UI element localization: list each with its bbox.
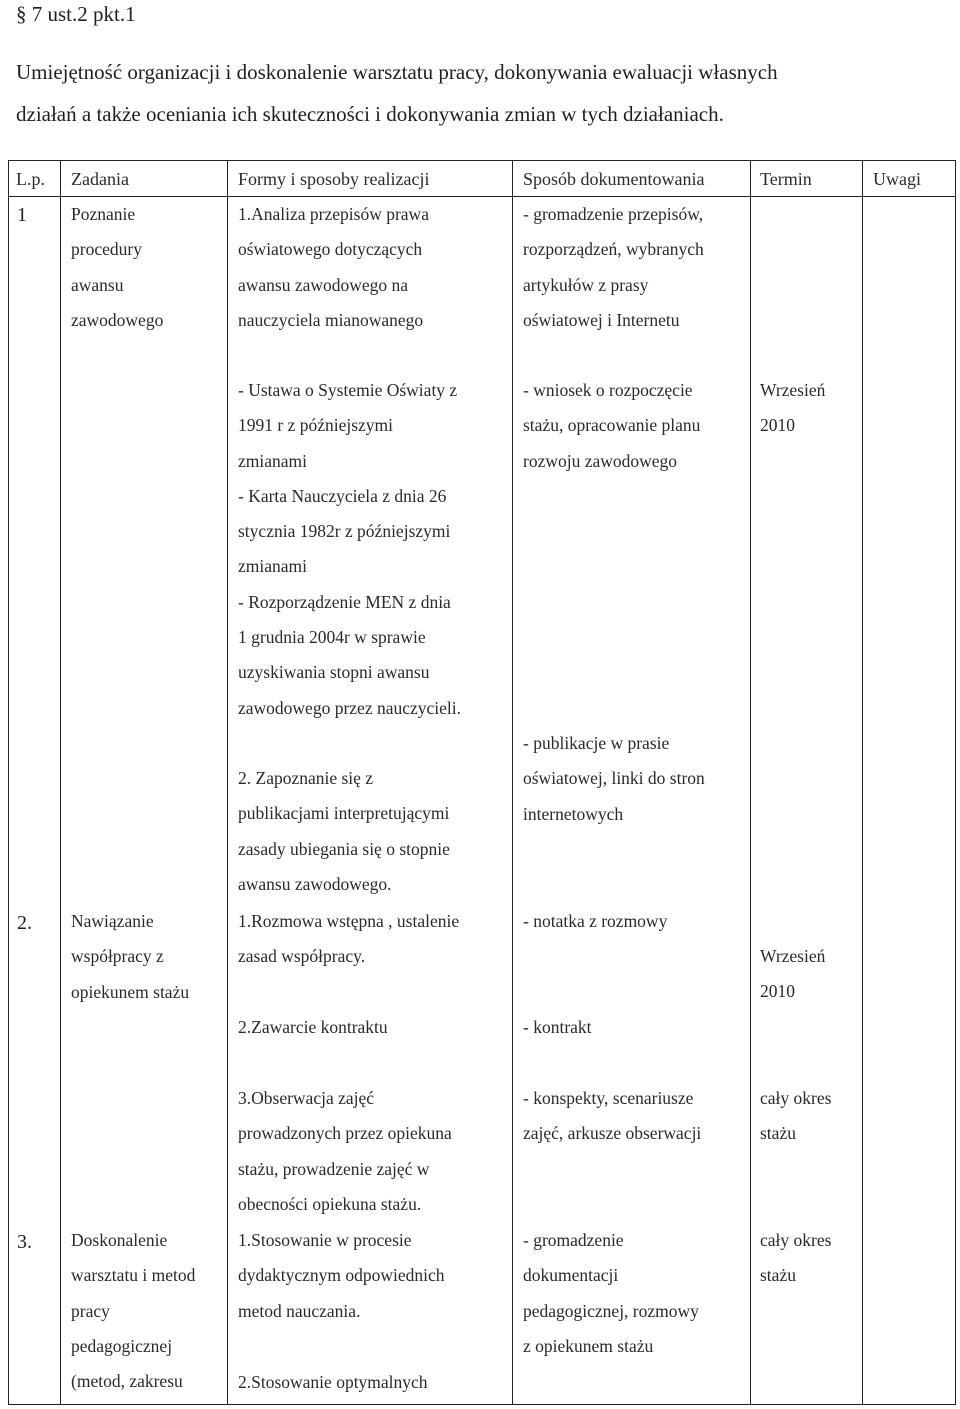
row1-number: 1 xyxy=(17,204,27,226)
row1-forms-c: 2. Zapoznanie się z publikacjami interpretującymi zasady ubiegania się o stopnie awansu zawodowego. xyxy=(238,768,450,894)
row2-term-a: Wrzesień 2010 xyxy=(760,946,826,1002)
row2-forms-a: 1.Rozmowa wstępna , ustalenie zasad współpracy. xyxy=(238,911,460,967)
row1-forms-a: 1.Analiza przepisów prawa oświatowego dotyczących awansu zawodowego na nauczyciela mianowanego xyxy=(238,204,429,330)
row3-forms-b: 2.Stosowanie optymalnych xyxy=(238,1372,428,1392)
header-forms: Formy i sposoby realizacji xyxy=(238,169,430,189)
row2-forms-b: 2.Zawarcie kontraktu xyxy=(238,1017,388,1037)
col-border-5 xyxy=(862,160,863,1405)
row2-forms-c: 3.Obserwacja zajęć prowadzonych przez opiekuna stażu, prowadzenie zajęć w obecności opiekuna stażu. xyxy=(238,1088,452,1214)
header-docs: Sposób dokumentowania xyxy=(523,169,705,189)
row3-number: 3. xyxy=(17,1231,32,1253)
col-border-0 xyxy=(8,160,9,1405)
row2-term-c: cały okres stażu xyxy=(760,1088,832,1144)
row3-task: Doskonalenie warsztatu i metod pracy pedagogicznej (metod, zakresu xyxy=(71,1230,196,1392)
section-reference: § 7 ust.2 pkt.1 xyxy=(16,2,136,26)
row1-docs-b: - wniosek o rozpoczęcie stażu, opracowanie planu rozwoju zawodowego xyxy=(523,380,701,471)
table-top-border xyxy=(8,160,956,161)
row2-docs-a: - notatka z rozmowy xyxy=(523,911,668,931)
header-notes: Uwagi xyxy=(873,169,921,189)
header-term: Termin xyxy=(760,169,812,189)
intro-line-1: Umiejętność organizacji i doskonalenie warsztatu pracy, dokonywania ewaluacji własnych xyxy=(16,60,778,84)
row2-task: Nawiązanie współpracy z opiekunem stażu xyxy=(71,911,190,1002)
row3-docs-a: - gromadzenie dokumentacji pedagogicznej, rozmowy z opiekunem stażu xyxy=(523,1230,699,1356)
row1-docs-c: - publikacje w prasie oświatowej, linki do stron internetowych xyxy=(523,733,705,824)
col-border-1 xyxy=(60,160,61,1405)
row2-docs-b: - kontrakt xyxy=(523,1017,592,1037)
col-border-4 xyxy=(750,160,751,1405)
col-border-2 xyxy=(227,160,228,1405)
row1-term-b: Wrzesień 2010 xyxy=(760,380,826,436)
row2-number: 2. xyxy=(17,912,32,934)
row3-forms-a: 1.Stosowanie w procesie dydaktycznym odpowiednich metod nauczania. xyxy=(238,1230,445,1321)
col-border-3 xyxy=(512,160,513,1405)
header-tasks: Zadania xyxy=(71,169,129,189)
intro-line-2: działań a także oceniania ich skuteczności i dokonywania zmian w tych działaniach. xyxy=(16,102,724,126)
col-border-6 xyxy=(955,160,956,1405)
header-bottom-border xyxy=(8,196,956,197)
row1-task: Poznanie procedury awansu zawodowego xyxy=(71,204,164,330)
row2-docs-c: - konspekty, scenariusze zajęć, arkusze obserwacji xyxy=(523,1088,702,1144)
row3-term-a: cały okres stażu xyxy=(760,1230,832,1286)
header-lp: L.p. xyxy=(16,169,45,189)
row1-docs-a: - gromadzenie przepisów, rozporządzeń, wybranych artykułów z prasy oświatowej i Internetu xyxy=(523,204,704,330)
row1-forms-b: - Ustawa o Systemie Oświaty z 1991 r z późniejszymi zmianami - Karta Nauczyciela z dnia 26 stycznia 1982r z późniejszymi zmianami - Rozporządzenie MEN z dnia 1 grudnia 2004r w sprawie uzyskiwania stopni awansu zawodowego przez nauczycieli. xyxy=(238,380,462,718)
